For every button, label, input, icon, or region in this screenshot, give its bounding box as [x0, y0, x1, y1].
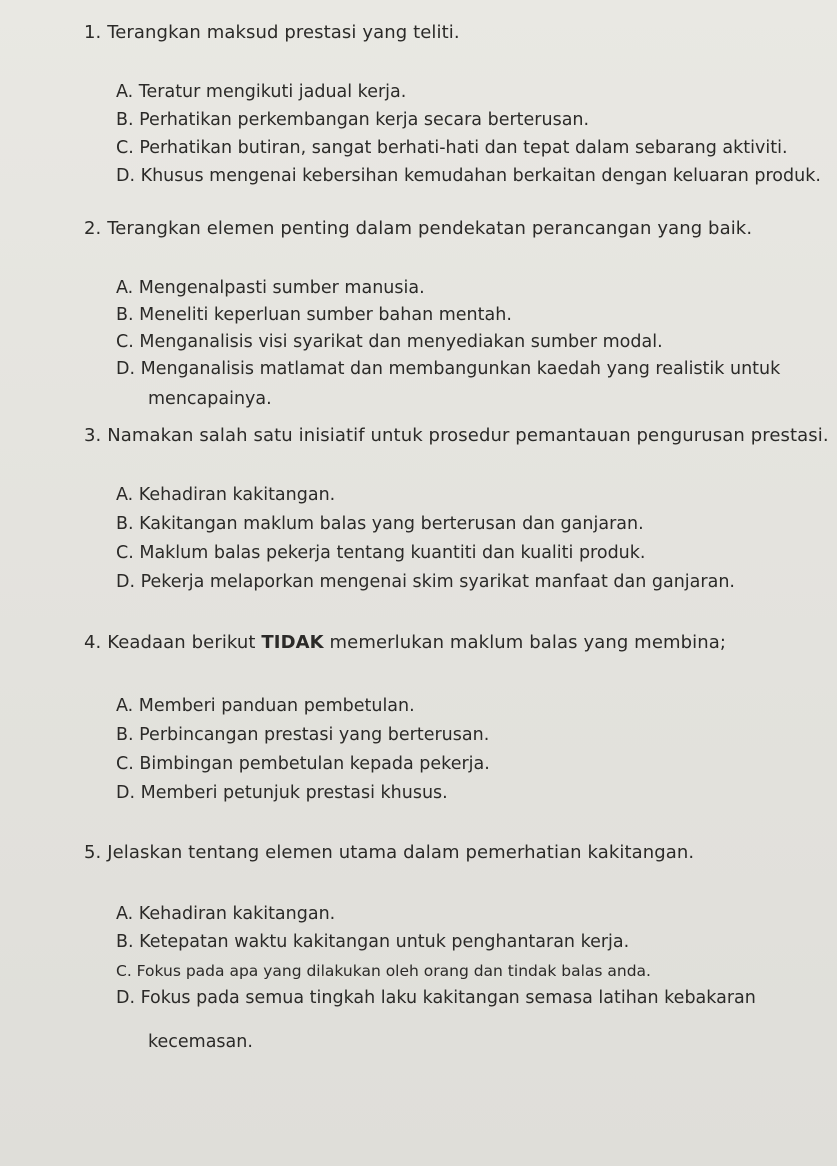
- question-2: 2. Terangkan elemen penting dalam pendekatan perancangan yang baik.: [84, 218, 753, 239]
- question-1: 1. Terangkan maksud prestasi yang teliti.: [84, 22, 460, 43]
- question-1-option-a: A. Teratur mengikuti jadual kerja.: [116, 82, 407, 102]
- question-4-option-c: C. Bimbingan pembetulan kepada pekerja.: [116, 754, 490, 774]
- question-5-option-a: A. Kehadiran kakitangan.: [116, 904, 336, 924]
- question-1-option-c: C. Perhatikan butiran, sangat berhati-hati dan tepat dalam sebarang aktiviti.: [116, 138, 788, 158]
- question-4-option-b: B. Perbincangan prestasi yang berterusan.: [116, 725, 490, 745]
- question-3-option-c: C. Maklum balas pekerja tentang kuantiti dan kualiti produk.: [116, 543, 646, 563]
- question-2-option-a: A. Mengenalpasti sumber manusia.: [116, 278, 425, 298]
- question-1-option-d: D. Khusus mengenai kebersihan kemudahan berkaitan dengan keluaran produk.: [116, 166, 821, 186]
- question-2-option-c: C. Menganalisis visi syarikat dan menyediakan sumber modal.: [116, 332, 663, 352]
- question-2-option-d-continuation: mencapainya.: [148, 389, 272, 409]
- question-5-option-b: B. Ketepatan waktu kakitangan untuk penghantaran kerja.: [116, 932, 630, 952]
- question-2-option-b: B. Meneliti keperluan sumber bahan mentah.: [116, 305, 512, 325]
- question-5-option-c: C. Fokus pada apa yang dilakukan oleh orang dan tindak balas anda.: [116, 962, 651, 980]
- question-1-option-b: B. Perhatikan perkembangan kerja secara berterusan.: [116, 110, 590, 130]
- question-4-option-a: A. Memberi panduan pembetulan.: [116, 696, 415, 716]
- question-2-option-d: D. Menganalisis matlamat dan membangunkan kaedah yang realistik untuk: [116, 359, 781, 379]
- question-5-option-d-continuation: kecemasan.: [148, 1032, 253, 1052]
- question-4-option-d: D. Memberi petunjuk prestasi khusus.: [116, 783, 448, 803]
- question-4-emphasis: TIDAK: [261, 632, 324, 653]
- question-3-option-a: A. Kehadiran kakitangan.: [116, 485, 336, 505]
- question-3-option-d: D. Pekerja melaporkan mengenai skim syarikat manfaat dan ganjaran.: [116, 572, 735, 592]
- question-5-option-d: D. Fokus pada semua tingkah laku kakitangan semasa latihan kebakaran: [116, 988, 756, 1008]
- question-3: 3. Namakan salah satu inisiatif untuk prosedur pemantauan pengurusan prestasi.: [84, 425, 829, 446]
- question-4-text-after: memerlukan maklum balas yang membina;: [323, 632, 727, 653]
- question-4: [84, 632, 726, 653]
- question-4-text-before: 4. Keadaan berikut: [84, 632, 262, 653]
- question-3-option-b: B. Kakitangan maklum balas yang berterusan dan ganjaran.: [116, 514, 644, 534]
- question-5: 5. Jelaskan tentang elemen utama dalam pemerhatian kakitangan.: [84, 842, 695, 863]
